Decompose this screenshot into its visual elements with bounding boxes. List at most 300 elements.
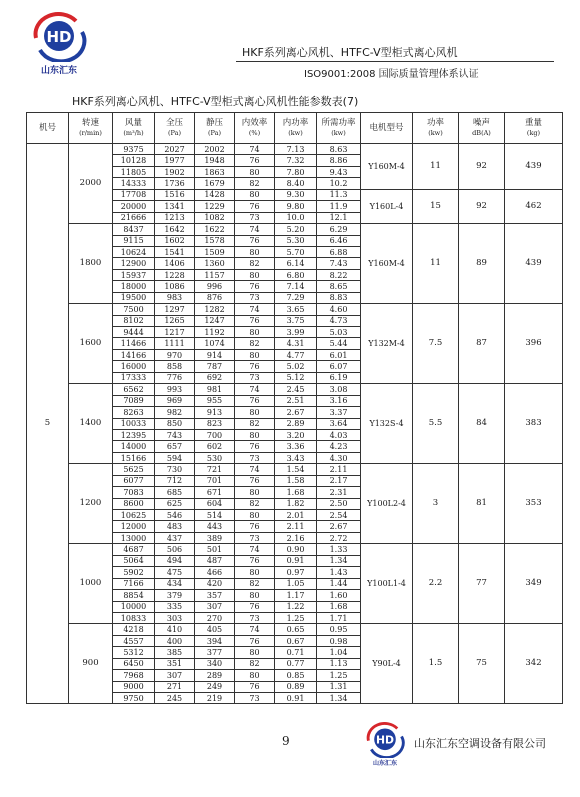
speed-cell: 1400	[69, 384, 113, 464]
col-speed: 转速 (r/min)	[69, 113, 113, 144]
internal-power-cell: 5.12	[275, 372, 317, 383]
efficiency-cell: 76	[235, 155, 275, 166]
internal-power-cell: 2.11	[275, 521, 317, 532]
table-row	[27, 224, 563, 235]
efficiency-cell: 80	[235, 487, 275, 498]
airflow-cell: 10128	[113, 155, 155, 166]
static-pressure-cell: 389	[195, 532, 235, 543]
internal-power-cell: 1.05	[275, 578, 317, 589]
required-power-cell: 1.34	[317, 693, 361, 704]
total-pressure-cell: 625	[155, 498, 195, 509]
header-title: HKF系列离心风机、HTFC-V型柜式离心风机	[242, 46, 458, 59]
svg-text:HD: HD	[376, 733, 394, 747]
total-pressure-cell: 494	[155, 555, 195, 566]
required-power-cell: 8.86	[317, 155, 361, 166]
motor-model-cell: Y160M-4	[361, 224, 413, 304]
motor-power-cell: 7.5	[413, 304, 459, 384]
internal-power-cell: 0.91	[275, 555, 317, 566]
required-power-cell: 2.17	[317, 475, 361, 486]
internal-power-cell: 5.02	[275, 361, 317, 372]
internal-power-cell: 7.80	[275, 166, 317, 177]
airflow-cell: 12395	[113, 429, 155, 440]
noise-cell: 77	[459, 544, 505, 624]
logo-brand: 山东汇东	[40, 66, 77, 76]
static-pressure-cell: 955	[195, 395, 235, 406]
airflow-cell: 5902	[113, 567, 155, 578]
noise-cell: 84	[459, 384, 505, 464]
efficiency-cell: 82	[235, 258, 275, 269]
required-power-cell: 1.34	[317, 555, 361, 566]
speed-cell: 2000	[69, 144, 113, 224]
required-power-cell: 8.65	[317, 281, 361, 292]
table-header-row	[27, 113, 563, 144]
internal-power-cell: 1.58	[275, 475, 317, 486]
airflow-cell: 19500	[113, 292, 155, 303]
static-pressure-cell: 377	[195, 647, 235, 658]
airflow-cell: 7089	[113, 395, 155, 406]
airflow-cell: 17333	[113, 372, 155, 383]
required-power-cell: 1.71	[317, 612, 361, 623]
efficiency-cell: 82	[235, 578, 275, 589]
required-power-cell: 4.23	[317, 441, 361, 452]
required-power-cell: 9.43	[317, 166, 361, 177]
internal-power-cell: 7.29	[275, 292, 317, 303]
required-power-cell: 1.68	[317, 601, 361, 612]
required-power-cell: 1.43	[317, 567, 361, 578]
total-pressure-cell: 351	[155, 658, 195, 669]
static-pressure-cell: 249	[195, 681, 235, 692]
total-pressure-cell: 993	[155, 384, 195, 395]
required-power-cell: 2.72	[317, 532, 361, 543]
table-row	[27, 384, 563, 395]
total-pressure-cell: 850	[155, 418, 195, 429]
noise-cell: 81	[459, 464, 505, 544]
static-pressure-cell: 466	[195, 567, 235, 578]
internal-power-cell: 3.36	[275, 441, 317, 452]
page-number: 9	[282, 734, 290, 748]
static-pressure-cell: 876	[195, 292, 235, 303]
internal-power-cell: 3.99	[275, 327, 317, 338]
airflow-cell: 7500	[113, 304, 155, 315]
internal-power-cell: 10.0	[275, 212, 317, 223]
total-pressure-cell: 1736	[155, 178, 195, 189]
col-required-power: 所需功率 (kw)	[317, 113, 361, 144]
static-pressure-cell: 1229	[195, 201, 235, 212]
airflow-cell: 12900	[113, 258, 155, 269]
col-internal-power: 内功率 (kw)	[275, 113, 317, 144]
static-pressure-cell: 501	[195, 544, 235, 555]
header-cert: ISO9001:2008 国际质量管理体系认证	[304, 69, 479, 80]
static-pressure-cell: 340	[195, 658, 235, 669]
airflow-cell: 4557	[113, 635, 155, 646]
total-pressure-cell: 1516	[155, 189, 195, 200]
noise-cell: 87	[459, 304, 505, 384]
table-title: HKF系列离心风机、HTFC-V型柜式离心风机性能参数表(7)	[72, 95, 359, 108]
static-pressure-cell: 1282	[195, 304, 235, 315]
efficiency-cell: 76	[235, 601, 275, 612]
airflow-cell: 10000	[113, 601, 155, 612]
motor-power-cell: 5.5	[413, 384, 459, 464]
static-pressure-cell: 602	[195, 441, 235, 452]
efficiency-cell: 80	[235, 510, 275, 521]
col-weight: 重量 (kg)	[505, 113, 563, 144]
motor-power-cell: 11	[413, 224, 459, 304]
total-pressure-cell: 437	[155, 532, 195, 543]
total-pressure-cell: 303	[155, 612, 195, 623]
internal-power-cell: 1.22	[275, 601, 317, 612]
total-pressure-cell: 1297	[155, 304, 195, 315]
airflow-cell: 14333	[113, 178, 155, 189]
required-power-cell: 4.73	[317, 315, 361, 326]
static-pressure-cell: 671	[195, 487, 235, 498]
airflow-cell: 15166	[113, 452, 155, 463]
efficiency-cell: 80	[235, 327, 275, 338]
static-pressure-cell: 420	[195, 578, 235, 589]
required-power-cell: 6.01	[317, 349, 361, 360]
total-pressure-cell: 970	[155, 349, 195, 360]
footer-logo	[362, 722, 408, 768]
airflow-cell: 8854	[113, 590, 155, 601]
required-power-cell: 3.64	[317, 418, 361, 429]
static-pressure-cell: 1428	[195, 189, 235, 200]
static-pressure-cell: 692	[195, 372, 235, 383]
internal-power-cell: 1.68	[275, 487, 317, 498]
static-pressure-cell: 1578	[195, 235, 235, 246]
static-pressure-cell: 1082	[195, 212, 235, 223]
airflow-cell: 11466	[113, 338, 155, 349]
airflow-cell: 14000	[113, 441, 155, 452]
required-power-cell: 2.54	[317, 510, 361, 521]
efficiency-cell: 74	[235, 464, 275, 475]
efficiency-cell: 73	[235, 693, 275, 704]
internal-power-cell: 5.20	[275, 224, 317, 235]
static-pressure-cell: 1192	[195, 327, 235, 338]
required-power-cell: 5.44	[317, 338, 361, 349]
total-pressure-cell: 1406	[155, 258, 195, 269]
internal-power-cell: 3.20	[275, 429, 317, 440]
airflow-cell: 6562	[113, 384, 155, 395]
airflow-cell: 10625	[113, 510, 155, 521]
required-power-cell: 0.95	[317, 624, 361, 635]
airflow-cell: 18000	[113, 281, 155, 292]
weight-cell: 349	[505, 544, 563, 624]
speed-cell: 1600	[69, 304, 113, 384]
motor-power-cell: 1.5	[413, 624, 459, 704]
efficiency-cell: 80	[235, 567, 275, 578]
total-pressure-cell: 506	[155, 544, 195, 555]
total-pressure-cell: 730	[155, 464, 195, 475]
required-power-cell: 6.07	[317, 361, 361, 372]
efficiency-cell: 74	[235, 224, 275, 235]
airflow-cell: 12000	[113, 521, 155, 532]
airflow-cell: 5064	[113, 555, 155, 566]
table-row	[27, 464, 563, 475]
static-pressure-cell: 823	[195, 418, 235, 429]
weight-cell: 439	[505, 224, 563, 304]
efficiency-cell: 76	[235, 315, 275, 326]
internal-power-cell: 7.32	[275, 155, 317, 166]
static-pressure-cell: 913	[195, 407, 235, 418]
speed-cell: 1000	[69, 544, 113, 624]
internal-power-cell: 0.65	[275, 624, 317, 635]
static-pressure-cell: 514	[195, 510, 235, 521]
required-power-cell: 7.43	[317, 258, 361, 269]
total-pressure-cell: 1341	[155, 201, 195, 212]
internal-power-cell: 0.89	[275, 681, 317, 692]
static-pressure-cell: 1863	[195, 166, 235, 177]
col-model-no: 机号	[27, 113, 69, 144]
static-pressure-cell: 1622	[195, 224, 235, 235]
motor-model-cell: Y160M-4	[361, 144, 413, 190]
table-row	[27, 144, 563, 155]
static-pressure-cell: 1679	[195, 178, 235, 189]
static-pressure-cell: 981	[195, 384, 235, 395]
efficiency-cell: 82	[235, 338, 275, 349]
required-power-cell: 0.98	[317, 635, 361, 646]
efficiency-cell: 76	[235, 395, 275, 406]
total-pressure-cell: 594	[155, 452, 195, 463]
internal-power-cell: 1.17	[275, 590, 317, 601]
total-pressure-cell: 475	[155, 567, 195, 578]
efficiency-cell: 82	[235, 178, 275, 189]
efficiency-cell: 80	[235, 670, 275, 681]
internal-power-cell: 5.30	[275, 235, 317, 246]
static-pressure-cell: 1948	[195, 155, 235, 166]
total-pressure-cell: 1111	[155, 338, 195, 349]
total-pressure-cell: 434	[155, 578, 195, 589]
efficiency-cell: 76	[235, 555, 275, 566]
required-power-cell: 1.33	[317, 544, 361, 555]
airflow-cell: 6450	[113, 658, 155, 669]
efficiency-cell: 76	[235, 361, 275, 372]
motor-model-cell: Y100L1-4	[361, 544, 413, 624]
static-pressure-cell: 604	[195, 498, 235, 509]
airflow-cell: 4687	[113, 544, 155, 555]
motor-model-cell: Y160L-4	[361, 189, 413, 223]
internal-power-cell: 0.77	[275, 658, 317, 669]
static-pressure-cell: 219	[195, 693, 235, 704]
airflow-cell: 16000	[113, 361, 155, 372]
required-power-cell: 10.2	[317, 178, 361, 189]
internal-power-cell: 4.77	[275, 349, 317, 360]
required-power-cell: 1.44	[317, 578, 361, 589]
efficiency-cell: 73	[235, 612, 275, 623]
internal-power-cell: 8.40	[275, 178, 317, 189]
total-pressure-cell: 743	[155, 429, 195, 440]
col-static-pressure: 静压 (Pa)	[195, 113, 235, 144]
col-efficiency: 内效率 (%)	[235, 113, 275, 144]
speed-cell: 1800	[69, 224, 113, 304]
col-airflow: 风量 (m³/h)	[113, 113, 155, 144]
efficiency-cell: 76	[235, 281, 275, 292]
airflow-cell: 4218	[113, 624, 155, 635]
internal-power-cell: 9.80	[275, 201, 317, 212]
total-pressure-cell: 2027	[155, 144, 195, 155]
performance-table	[26, 112, 563, 704]
total-pressure-cell: 1541	[155, 246, 195, 257]
efficiency-cell: 74	[235, 144, 275, 155]
static-pressure-cell: 700	[195, 429, 235, 440]
internal-power-cell: 2.16	[275, 532, 317, 543]
total-pressure-cell: 385	[155, 647, 195, 658]
internal-power-cell: 2.51	[275, 395, 317, 406]
motor-model-cell: Y90L-4	[361, 624, 413, 704]
static-pressure-cell: 787	[195, 361, 235, 372]
internal-power-cell: 2.45	[275, 384, 317, 395]
efficiency-cell: 80	[235, 246, 275, 257]
efficiency-cell: 73	[235, 532, 275, 543]
efficiency-cell: 76	[235, 201, 275, 212]
required-power-cell: 8.83	[317, 292, 361, 303]
internal-power-cell: 0.91	[275, 693, 317, 704]
internal-power-cell: 3.75	[275, 315, 317, 326]
total-pressure-cell: 657	[155, 441, 195, 452]
internal-power-cell: 6.14	[275, 258, 317, 269]
static-pressure-cell: 270	[195, 612, 235, 623]
static-pressure-cell: 530	[195, 452, 235, 463]
airflow-cell: 10833	[113, 612, 155, 623]
efficiency-cell: 76	[235, 521, 275, 532]
total-pressure-cell: 712	[155, 475, 195, 486]
efficiency-cell: 80	[235, 269, 275, 280]
required-power-cell: 1.25	[317, 670, 361, 681]
required-power-cell: 5.03	[317, 327, 361, 338]
total-pressure-cell: 410	[155, 624, 195, 635]
airflow-cell: 15937	[113, 269, 155, 280]
motor-model-cell: Y132S-4	[361, 384, 413, 464]
airflow-cell: 7968	[113, 670, 155, 681]
efficiency-cell: 74	[235, 544, 275, 555]
table-body	[27, 144, 563, 704]
airflow-cell: 14166	[113, 349, 155, 360]
required-power-cell: 11.9	[317, 201, 361, 212]
efficiency-cell: 80	[235, 349, 275, 360]
total-pressure-cell: 271	[155, 681, 195, 692]
required-power-cell: 6.46	[317, 235, 361, 246]
motor-model-cell: Y100L2-4	[361, 464, 413, 544]
efficiency-cell: 73	[235, 212, 275, 223]
internal-power-cell: 0.67	[275, 635, 317, 646]
airflow-cell: 9750	[113, 693, 155, 704]
required-power-cell: 6.88	[317, 246, 361, 257]
efficiency-cell: 76	[235, 475, 275, 486]
internal-power-cell: 1.25	[275, 612, 317, 623]
internal-power-cell: 6.80	[275, 269, 317, 280]
weight-cell: 342	[505, 624, 563, 704]
total-pressure-cell: 245	[155, 693, 195, 704]
efficiency-cell: 80	[235, 647, 275, 658]
required-power-cell: 12.1	[317, 212, 361, 223]
weight-cell: 353	[505, 464, 563, 544]
static-pressure-cell: 721	[195, 464, 235, 475]
airflow-cell: 8102	[113, 315, 155, 326]
required-power-cell: 3.08	[317, 384, 361, 395]
internal-power-cell: 0.97	[275, 567, 317, 578]
col-noise: 噪声 dB(A)	[459, 113, 505, 144]
airflow-cell: 5625	[113, 464, 155, 475]
required-power-cell: 1.13	[317, 658, 361, 669]
required-power-cell: 4.30	[317, 452, 361, 463]
internal-power-cell: 9.30	[275, 189, 317, 200]
total-pressure-cell: 1086	[155, 281, 195, 292]
efficiency-cell: 73	[235, 292, 275, 303]
airflow-cell: 9000	[113, 681, 155, 692]
efficiency-cell: 80	[235, 590, 275, 601]
total-pressure-cell: 1265	[155, 315, 195, 326]
internal-power-cell: 2.89	[275, 418, 317, 429]
airflow-cell: 10033	[113, 418, 155, 429]
company-name: 山东汇东空调设备有限公司	[414, 737, 546, 750]
airflow-cell: 6077	[113, 475, 155, 486]
noise-cell: 92	[459, 189, 505, 223]
required-power-cell: 3.37	[317, 407, 361, 418]
efficiency-cell: 80	[235, 189, 275, 200]
internal-power-cell: 1.82	[275, 498, 317, 509]
static-pressure-cell: 1247	[195, 315, 235, 326]
airflow-cell: 9115	[113, 235, 155, 246]
efficiency-cell: 76	[235, 635, 275, 646]
motor-power-cell: 11	[413, 144, 459, 190]
footer-logo-emblem-icon	[362, 722, 408, 758]
speed-cell: 1200	[69, 464, 113, 544]
required-power-cell: 8.22	[317, 269, 361, 280]
total-pressure-cell: 307	[155, 670, 195, 681]
required-power-cell: 2.11	[317, 464, 361, 475]
company-logo	[28, 12, 90, 74]
static-pressure-cell: 1509	[195, 246, 235, 257]
motor-model-cell: Y132M-4	[361, 304, 413, 384]
static-pressure-cell: 701	[195, 475, 235, 486]
required-power-cell: 6.29	[317, 224, 361, 235]
weight-cell: 396	[505, 304, 563, 384]
noise-cell: 92	[459, 144, 505, 190]
svg-text:HD: HD	[46, 28, 72, 46]
static-pressure-cell: 487	[195, 555, 235, 566]
static-pressure-cell: 1074	[195, 338, 235, 349]
airflow-cell: 8437	[113, 224, 155, 235]
internal-power-cell: 7.13	[275, 144, 317, 155]
efficiency-cell: 74	[235, 624, 275, 635]
static-pressure-cell: 289	[195, 670, 235, 681]
airflow-cell: 17708	[113, 189, 155, 200]
static-pressure-cell: 405	[195, 624, 235, 635]
static-pressure-cell: 1157	[195, 269, 235, 280]
total-pressure-cell: 1642	[155, 224, 195, 235]
total-pressure-cell: 858	[155, 361, 195, 372]
total-pressure-cell: 983	[155, 292, 195, 303]
internal-power-cell: 7.14	[275, 281, 317, 292]
required-power-cell: 2.50	[317, 498, 361, 509]
col-power: 功率 (kw)	[413, 113, 459, 144]
airflow-cell: 9375	[113, 144, 155, 155]
internal-power-cell: 0.85	[275, 670, 317, 681]
internal-power-cell: 0.71	[275, 647, 317, 658]
total-pressure-cell: 1977	[155, 155, 195, 166]
static-pressure-cell: 914	[195, 349, 235, 360]
efficiency-cell: 82	[235, 418, 275, 429]
airflow-cell: 8600	[113, 498, 155, 509]
static-pressure-cell: 307	[195, 601, 235, 612]
table-row	[27, 544, 563, 555]
total-pressure-cell: 1602	[155, 235, 195, 246]
total-pressure-cell: 1213	[155, 212, 195, 223]
col-total-pressure: 全压 (Pa)	[155, 113, 195, 144]
efficiency-cell: 76	[235, 441, 275, 452]
internal-power-cell: 3.65	[275, 304, 317, 315]
airflow-cell: 9444	[113, 327, 155, 338]
total-pressure-cell: 982	[155, 407, 195, 418]
efficiency-cell: 80	[235, 429, 275, 440]
